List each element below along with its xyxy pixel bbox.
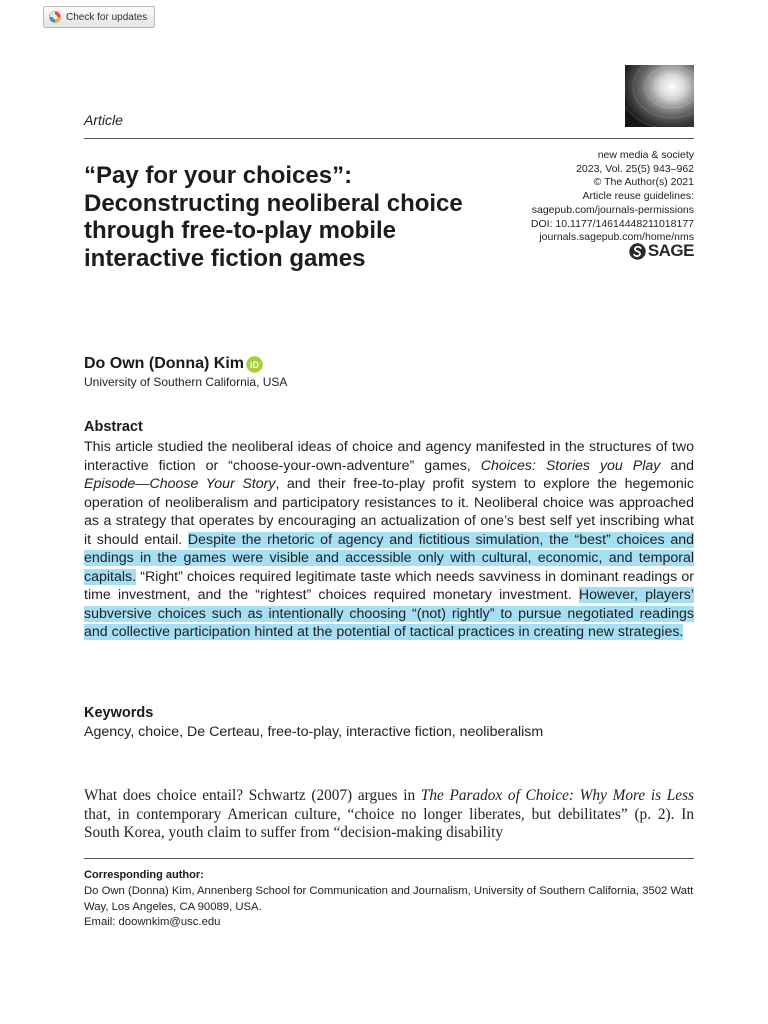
abstract-body — [84, 438, 694, 642]
sage-logo — [629, 241, 694, 261]
article-title: “Pay for your choices”: Deconstructing neoliberal choice through free-to-play mobile interactive fiction games — [84, 162, 463, 272]
corresponding-email[interactable]: Email: doownkim@usc.edu — [84, 916, 221, 928]
header-divider — [84, 138, 694, 139]
journal-name: new media & society — [597, 149, 694, 161]
sage-s-icon — [629, 243, 646, 260]
orcid-icon[interactable] — [246, 356, 263, 373]
body-book-title: The Paradox of Choice: Why More is Less — [420, 787, 694, 804]
author-name: Do Own (Donna) Kim — [84, 355, 244, 372]
keywords-heading: Keywords — [84, 705, 154, 721]
footnote-divider — [84, 858, 694, 859]
journal-cover-image — [625, 65, 694, 127]
abstract-highlighted-segment[interactable]: However, players’ subversive choices such as intentionally choosing “(not) rightly” to pursue negotiated readings and collective participation hinted at the potential of tactical practices in creating new strategies. — [84, 587, 694, 640]
author-affiliation: University of Southern California, USA — [84, 375, 288, 389]
corresponding-address: Do Own (Donna) Kim, Annenberg School for Communication and Journalism, University of Southern California, 3502 Watt Way, Los Angeles, CA 90089, USA. — [84, 885, 694, 913]
volume-info: 2023, Vol. 25(5) 943–962 — [576, 162, 694, 175]
journal-metadata — [470, 149, 694, 245]
crossmark-icon — [49, 11, 61, 23]
check-for-updates-label: Check for updates — [66, 11, 148, 23]
corresponding-author-heading: Corresponding author: — [84, 869, 204, 881]
corresponding-author-details — [84, 884, 694, 931]
abstract-highlighted-segment[interactable]: Despite the rhetoric of agency and fictitious simulation, the “best” choices and endings in the games were visible and accessible only with cultural, economic, and temporal capitals. — [84, 531, 694, 585]
journal-home-link[interactable]: journals.sagepub.com/home/nms — [539, 231, 694, 244]
abstract-segment: This article studied the neoliberal ideas of choice and agency manifested in the structures of two interactive fiction or “choose-your-own-adventure” games, — [84, 439, 694, 474]
body-segment: that, in contemporary American culture, “choice no longer liberates, but debilitates” (p. 2). In South Korea, youth claim to suffer from “decision-making disability — [84, 805, 694, 841]
reuse-guidelines-label: Article reuse guidelines: — [582, 190, 694, 203]
check-for-updates-button[interactable] — [43, 6, 155, 28]
copyright: © The Author(s) 2021 — [593, 176, 694, 189]
body-paragraph — [84, 787, 694, 843]
body-segment: What does choice entail? Schwartz (2007) argues in — [84, 787, 421, 804]
orcid-badge-text: iD — [249, 359, 259, 370]
abstract-segment: and — [660, 457, 694, 474]
sage-wordmark: SAGE — [647, 241, 694, 260]
keywords-list: Agency, choice, De Certeau, free-to-play, interactive fiction, neoliberalism — [84, 724, 544, 740]
abstract-game-title: Episode—Choose Your Story — [84, 476, 276, 492]
doi-link[interactable]: DOI: 10.1177/14614448211018177 — [530, 217, 694, 230]
permissions-link[interactable]: sagepub.com/journals-permissions — [531, 203, 694, 216]
abstract-segment: , and their free-to-play profit system to explore the hegemonic operation of neoliberalism and participatory resistances to it. Neoliberal choice was approached as a strategy that operates by encouraging an actualization of one’s best self yet inscribing what it should entail. — [84, 476, 694, 548]
abstract-segment: “Right” choices required legitimate taste which needs savviness in dominant readings or time investment, and the “rightest” choices required monetary investment. — [84, 568, 694, 603]
author-block — [84, 355, 263, 373]
abstract-game-title: Choices: Stories you Play — [480, 457, 661, 474]
section-label: Article — [84, 112, 123, 128]
abstract-heading: Abstract — [84, 419, 143, 435]
